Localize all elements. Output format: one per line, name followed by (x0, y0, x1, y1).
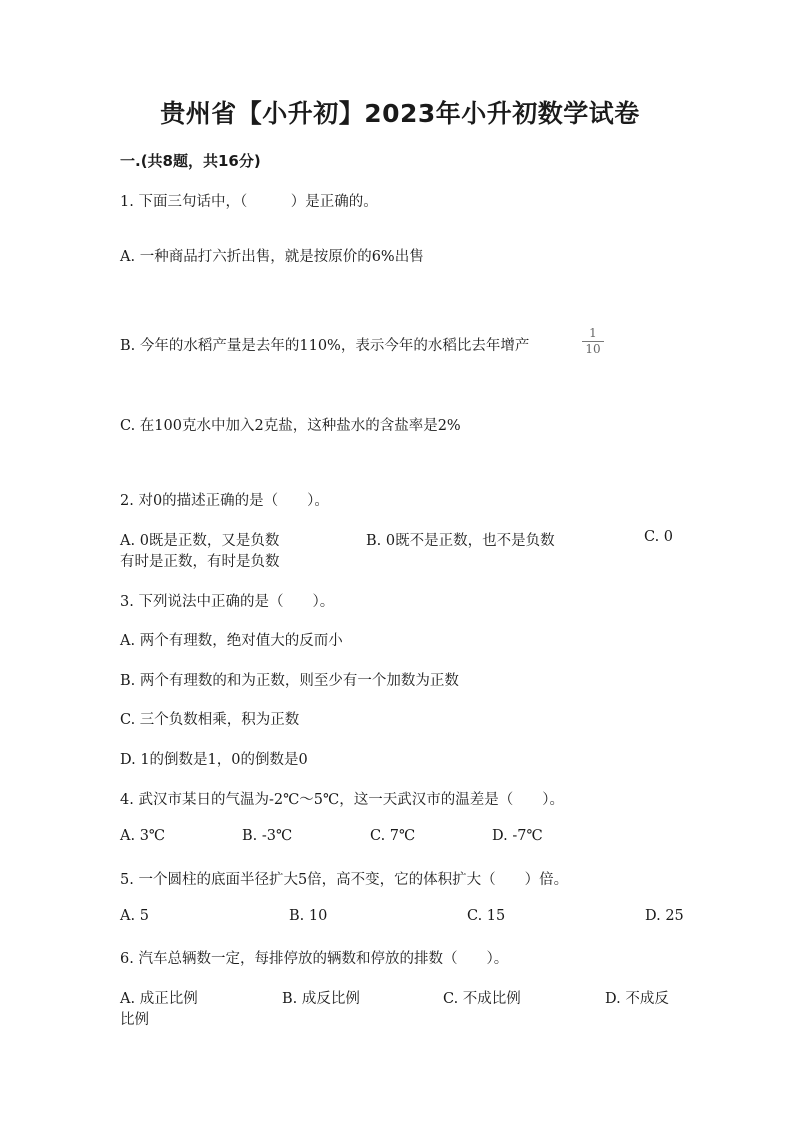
question-5-option-c: C. 15 (467, 908, 506, 924)
question-1-fraction (582, 327, 604, 356)
question-4-option-d: D. -7℃ (492, 828, 543, 844)
fraction-denominator: 10 (585, 342, 601, 356)
fraction-numerator: 1 (589, 326, 597, 340)
question-6-option-a: A. 成正比例 (120, 991, 198, 1007)
question-5-option-d: D. 25 (645, 908, 684, 924)
question-6-stem: 6. 汽车总辆数一定，每排停放的辆数和停放的排数（ ）。 (120, 951, 509, 967)
question-1-option-c: C. 在100克水中加入2克盐，这种盐水的含盐率是2% (120, 418, 461, 434)
question-3-option-b: B. 两个有理数的和为正数，则至少有一个加数为正数 (120, 673, 459, 689)
question-2-option-b: B. 0既不是正数，也不是负数 (366, 533, 555, 549)
question-5-option-a: A. 5 (120, 908, 149, 924)
page-title: 贵州省【小升初】2023年小升初数学试卷 (160, 99, 640, 128)
question-1-option-b: B. 今年的水稻产量是去年的110%，表示今年的水稻比去年增产 (120, 338, 530, 354)
question-3-option-a: A. 两个有理数，绝对值大的反而小 (120, 633, 343, 649)
question-1-stem: 1. 下面三句话中，（ ）是正确的。 (120, 194, 378, 210)
question-2-option-c-continued: 有时是正数，有时是负数 (120, 554, 280, 570)
question-4-stem: 4. 武汉市某日的气温为-2℃～5℃，这一天武汉市的温差是（ ）。 (120, 792, 564, 808)
question-4-option-a: A. 3℃ (120, 828, 166, 844)
section-heading: 一.(共8题，共16分) (120, 152, 261, 170)
question-1-option-a: A. 一种商品打六折出售，就是按原价的6%出售 (120, 249, 424, 265)
question-4-option-b: B. -3℃ (242, 828, 293, 844)
question-2-option-c: C. 0 (644, 529, 674, 545)
question-3-option-c: C. 三个负数相乘，积为正数 (120, 712, 300, 728)
question-3-stem: 3. 下列说法中正确的是（ ）。 (120, 594, 335, 610)
question-2-option-a: A. 0既是正数，又是负数 (120, 533, 280, 549)
question-5-stem: 5. 一个圆柱的底面半径扩大5倍，高不变，它的体积扩大（ ）倍。 (120, 872, 569, 888)
question-6-option-d: D. 不成反 (605, 991, 669, 1007)
question-6-option-c: C. 不成比例 (443, 991, 521, 1007)
question-2-stem: 2. 对0的描述正确的是（ ）。 (120, 493, 329, 509)
question-5-option-b: B. 10 (289, 908, 328, 924)
question-4-option-c: C. 7℃ (370, 828, 416, 844)
question-6-option-b: B. 成反比例 (282, 991, 360, 1007)
question-6-option-d-continued: 比例 (120, 1012, 149, 1028)
question-3-option-d: D. 1的倒数是1，0的倒数是0 (120, 752, 308, 768)
